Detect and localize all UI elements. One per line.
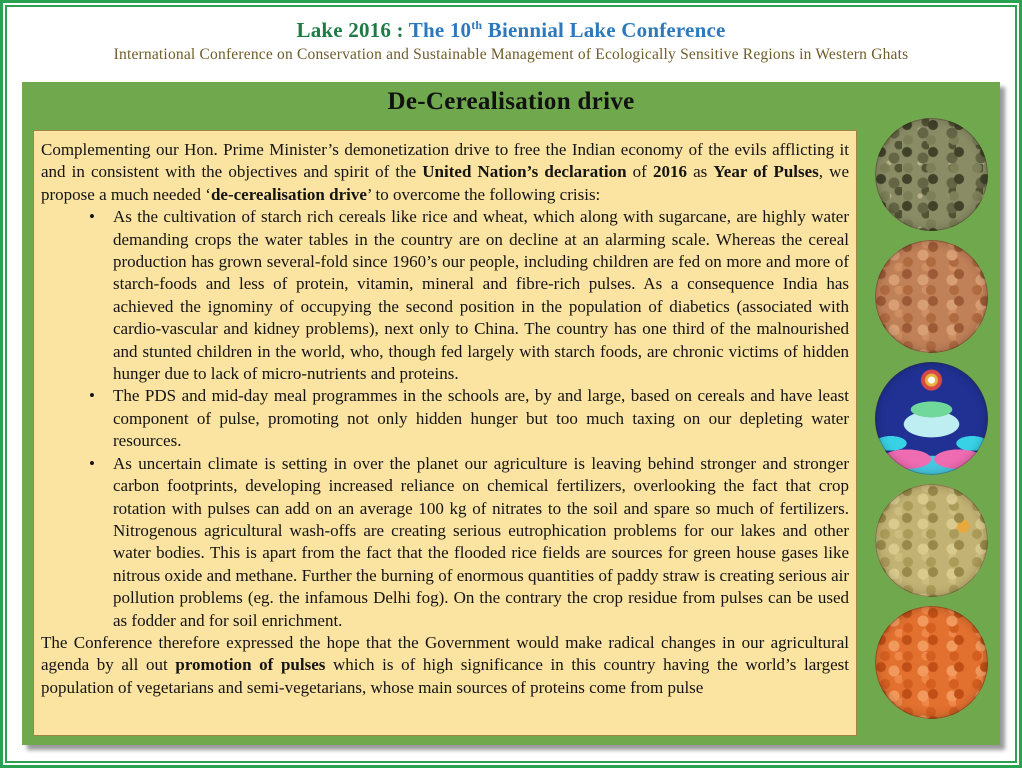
slide-title: De-Cerealisation drive: [387, 88, 635, 115]
conference-subtitle: International Conference on Conservation and Sustainable Management of Ecologically Sensitive Regions in Western Ghats: [113, 46, 909, 63]
slide-body-panel: [22, 82, 1000, 745]
intro-bold-2016: 2016: [652, 162, 687, 182]
bullet-marker: •: [89, 207, 95, 227]
bullet-text: As uncertain climate is setting in over the planet our agriculture is leaving behind stronger and stronger carbon footprints, developing increased reliance on chemical fertilizers, overlooking the fact that crop rotation with pulses can add on an average 100 kg of nitrates to the soil and spare so much of fertilizers. Nitrogenous agricultural wash-offs are creating serious eutrophication problems for our lakes and other water bodies. This is apart from the fact that the flooded rice fields are sources for green house gases like nitrous oxide and methane. Further the burning of enormous quantities of paddy straw is creating serious air pollution problems (eg. the infamous Delhi fog). On the contrary the crop residue from pulses can be used as fodder and for soil enrichment.: [113, 453, 849, 630]
conference-title-green: Lake 2016 :: [296, 18, 409, 42]
closing-bold-promotion-of-pulses: promotion of pulses: [175, 655, 326, 675]
brown-lentils-photo: [875, 240, 988, 353]
bullet-text: As the cultivation of starch rich cereals like rice and wheat, which along with sugarcane, are highly water demanding crops the water tables in the country are on decline at an alarming scale. Whereas the cereal production has grown several-fold since 1960’s our people, including children are fed on more and more of starch-foods and less of protein, vitamin, mineral and fibre-rich pulses. As a consequence India has achieved the ignominy of occupying the second position in the population of diabetics (associated with cardio-vascular and kidney problems), next only to China. The country has one third of the malnourished and stunted children in the world, who, though fed largely with starch foods, are chronic victims of hidden hunger due to lack of micro-nutrients and proteins.: [113, 207, 849, 384]
bullet-marker: •: [89, 453, 95, 473]
conference-title: [0, 18, 1022, 43]
yellow-lentils-photo: [875, 484, 988, 597]
bullet-text: The PDS and mid-day meal programmes in the schools are, by and large, based on cereals and have least component of pulse, promoting not only hidden hunger but too much taxing on our depleting water resources.: [113, 386, 849, 451]
closing-text: The Conference therefore expressed the hope that the Government would make radical changes in our agricultural agenda by all out: [41, 632, 849, 675]
conference-title-blue-rest: Biennial Lake Conference: [482, 18, 726, 42]
red-lentils-photo: [875, 606, 988, 719]
pulse-photo-column: [875, 118, 988, 728]
bullet-item-pds-meals: [41, 385, 849, 452]
conference-header: [0, 18, 1022, 64]
green-lentils-photo: [875, 118, 988, 231]
intro-text: Complementing our Hon. Prime Minister’s demonetization drive to free the Indian economy of the evils afflicting it and in consistent with the objectives and spirit of the: [41, 140, 849, 182]
intro-bold-un-declaration: United Nation’s declaration: [422, 162, 627, 182]
conference-title-blue: The 10: [408, 18, 472, 42]
bullet-item-climate-fertilizers: [41, 453, 849, 632]
slide-textbox: [33, 130, 857, 736]
bullet-item-cereal-crisis: [41, 206, 849, 385]
pulses-display-photo: [875, 362, 988, 475]
intro-bold-year-of-pulses: Year of Pulses: [713, 162, 819, 182]
ordinal-superscript: th: [471, 18, 483, 32]
bullet-marker: •: [89, 386, 95, 406]
intro-bold-decerealisation: de-cerealisation drive: [210, 184, 367, 204]
closing-paragraph: The Conference therefore expressed the hope that the Government would make radical changes in our agricultural agenda by all out promotion of pulses which is of high significance in this country having the world’s largest population of vegetarians and semi-vegetarians, whose main sources of proteins come from pulse: [41, 632, 850, 697]
intro-paragraph: Complementing our Hon. Prime Minister’s demonetization drive to free the Indian economy of the evils afflicting it and in consistent with the objectives and spirit of the United Nation’s declaration of 2016 as Year of Pulses, we propose a much needed ‘de-cerealisation drive’ to overcome the following crisis:: [41, 140, 849, 204]
